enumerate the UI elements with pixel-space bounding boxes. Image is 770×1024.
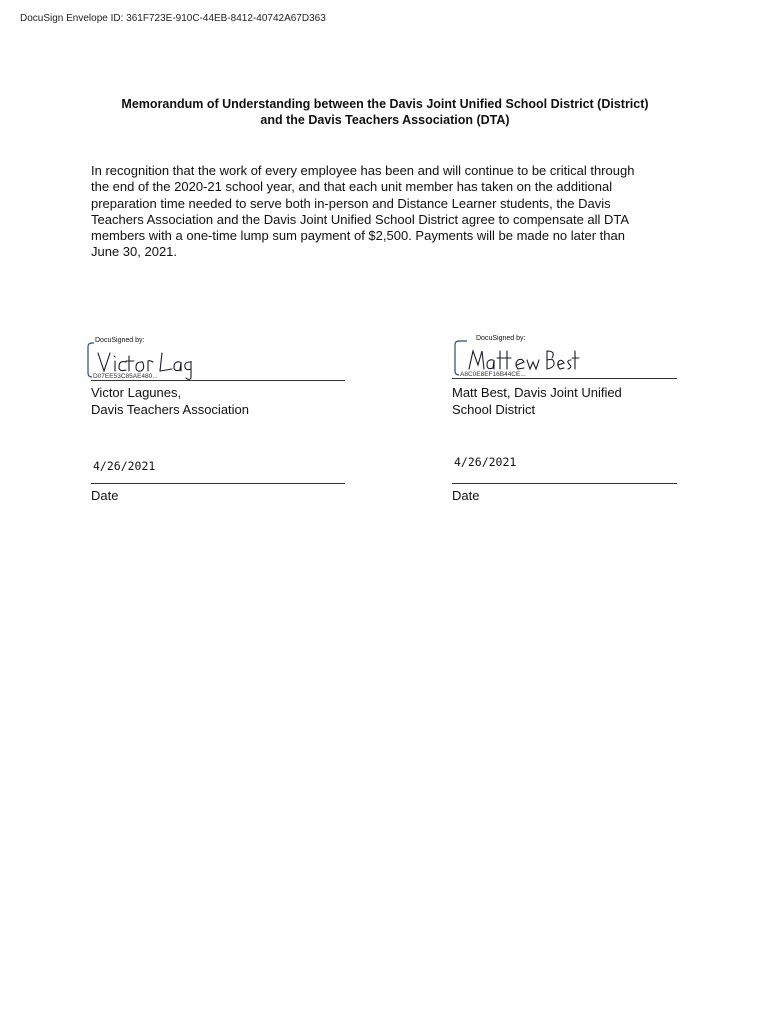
date-right: 4/26/2021 [454, 455, 517, 469]
signer-org-line: Davis Teachers Association [91, 401, 250, 417]
body-line: June 30, 2021. [91, 244, 178, 260]
title-line-2: and the Davis Teachers Association (DTA) [260, 113, 510, 127]
signer-name-line: Matt Best, Davis Joint Unified [452, 385, 622, 400]
date-left: 4/26/2021 [93, 459, 156, 473]
docusign-frame-right [453, 335, 573, 381]
body-line: the end of the 2020-21 school year, and that each unit member has taken on the additional [91, 179, 613, 195]
signature-line-right [452, 378, 677, 379]
body-line: members with a one-time lump sum payment of $2,500. Payments will be made no later than [91, 228, 625, 244]
body-line: In recognition that the work of every employee has been and will continue to be critical through [91, 163, 635, 178]
signer-org-line: School District [452, 401, 536, 417]
document-body [91, 163, 691, 261]
docusigned-by-label: DocuSigned by: [476, 335, 526, 342]
docusigned-by-label: DocuSigned by: [95, 337, 145, 344]
signer-id: A8C0E8EF16B44CE... [460, 371, 526, 378]
signer-name-line: Victor Lagunes, [91, 385, 182, 400]
signer-name-left [91, 385, 249, 418]
body-line: Teachers Association and the Davis Joint Unified School District agree to compensate all DTA [91, 211, 630, 227]
date-line-left [91, 483, 345, 484]
date-label-right: Date [452, 488, 480, 503]
signature-line-left [91, 380, 345, 381]
date-label-left: Date [91, 488, 119, 503]
signer-id: D07EE53C85AE480... [93, 373, 158, 380]
docusign-frame-left [86, 337, 206, 383]
date-line-right [452, 483, 677, 484]
envelope-id: DocuSign Envelope ID: 361F723E-910C-44EB-8412-40742A67D363 [20, 13, 326, 24]
signer-name-right [452, 385, 622, 418]
body-line: preparation time needed to serve both in-person and Distance Learner students, the Davis [91, 195, 611, 211]
title-line-1: Memorandum of Understanding between the Davis Joint Unified School District (District) [121, 97, 649, 111]
document-title [70, 96, 700, 128]
